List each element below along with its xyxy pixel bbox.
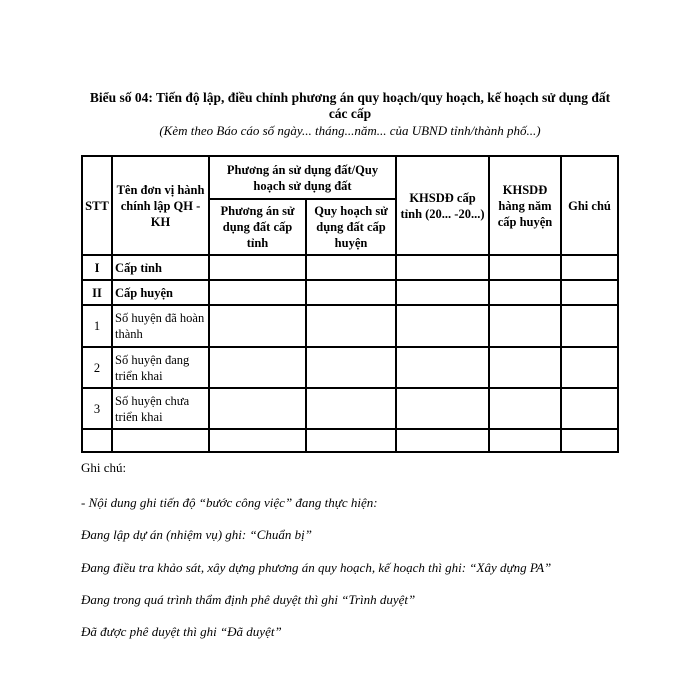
table-cell	[561, 388, 618, 429]
header-notes: Ghi chú	[561, 156, 618, 255]
notes-line: Đang điều tra khảo sát, xây dựng phương án quy hoạch, kế hoạch thì ghi: “Xây dựng PA”	[81, 560, 552, 575]
header-unit-name: Tên đơn vị hành chính lập QH - KH	[112, 156, 209, 255]
table-cell	[561, 305, 618, 347]
row-index: 3	[82, 388, 112, 429]
table-cell	[306, 305, 396, 347]
table-cell	[561, 429, 618, 452]
row-index	[82, 429, 112, 452]
notes-line: - Nội dung ghi tiến độ “bước công việc” đang thực hiện:	[81, 495, 378, 510]
table-cell	[561, 255, 618, 280]
table-cell	[489, 280, 561, 305]
table-cell	[209, 429, 306, 452]
row-name: Số huyện chưa triển khai	[112, 388, 209, 429]
table-cell	[489, 429, 561, 452]
table-cell	[306, 255, 396, 280]
table-row	[82, 429, 618, 452]
row-index: 1	[82, 305, 112, 347]
row-index: I	[82, 255, 112, 280]
notes-label: Ghi chú:	[81, 460, 127, 475]
table-cell	[209, 280, 306, 305]
table-cell	[561, 347, 618, 388]
notes-line: Đang lập dự án (nhiệm vụ) ghi: “Chuẩn bị”	[81, 527, 312, 542]
table-cell	[396, 255, 489, 280]
row-index: II	[82, 280, 112, 305]
table-row	[82, 347, 618, 388]
header-khsdd-annual: KHSDĐ hàng năm cấp huyện	[489, 156, 561, 255]
table-row	[82, 388, 618, 429]
row-name: Số huyện đang triển khai	[112, 347, 209, 388]
table-cell	[396, 305, 489, 347]
table-cell	[489, 388, 561, 429]
document-title: Biểu số 04: Tiến độ lập, điều chỉnh phương án quy hoạch/quy hoạch, kế hoạch sử dụng đất các cấp	[89, 90, 611, 121]
row-name: Cấp tỉnh	[112, 255, 209, 280]
progress-table	[81, 155, 619, 453]
table-cell	[209, 305, 306, 347]
table-cell	[396, 280, 489, 305]
table-row	[82, 305, 618, 347]
table-cell	[396, 388, 489, 429]
row-name	[112, 429, 209, 452]
table-row	[82, 255, 618, 280]
table-cell	[306, 388, 396, 429]
notes-line: Đã được phê duyệt thì ghi “Đã duyệt”	[81, 624, 282, 639]
table-cell	[209, 347, 306, 388]
row-name: Số huyện đã hoàn thành	[112, 305, 209, 347]
table-cell	[489, 305, 561, 347]
table-cell	[561, 280, 618, 305]
row-index: 2	[82, 347, 112, 388]
table-row	[82, 280, 618, 305]
table-cell	[396, 347, 489, 388]
table-cell	[489, 347, 561, 388]
table-cell	[396, 429, 489, 452]
table-cell	[489, 255, 561, 280]
table-cell	[209, 255, 306, 280]
notes-line: Đang trong quá trình thẩm định phê duyệt thì ghi “Trình duyệt”	[81, 592, 416, 607]
table-cell	[306, 280, 396, 305]
header-stt: STT	[82, 156, 112, 255]
table-cell	[209, 388, 306, 429]
header-province-plan: Phương án sử dụng đất cấp tỉnh	[209, 199, 306, 255]
header-land-use-plan-group: Phương án sử dụng đất/Quy hoạch sử dụng đất	[209, 156, 396, 199]
table-cell	[306, 347, 396, 388]
header-khsdd-province: KHSDĐ cấp tỉnh (20... -20...)	[396, 156, 489, 255]
header-district-planning: Quy hoạch sử dụng đất cấp huyện	[306, 199, 396, 255]
document-subtitle: (Kèm theo Báo cáo số ngày... tháng...năm... của UBND tỉnh/thành phố...)	[159, 123, 541, 138]
row-name: Cấp huyện	[112, 280, 209, 305]
table-cell	[306, 429, 396, 452]
